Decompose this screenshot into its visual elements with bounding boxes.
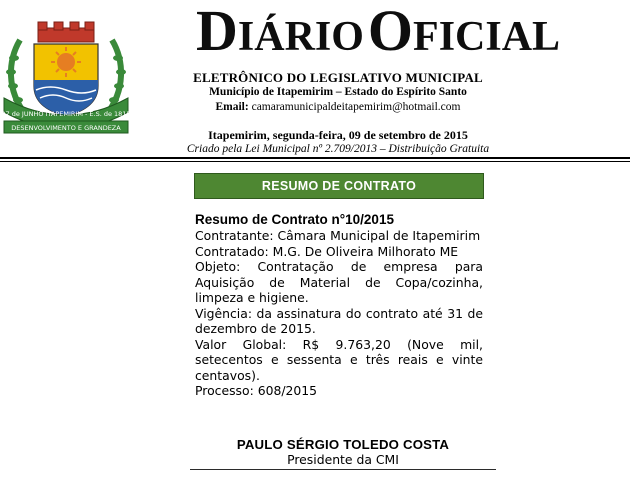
- newspaper-title: [196, 0, 561, 63]
- contract-valor: Valor Global: R$ 9.763,20 (Nove mil, setecentos e sessenta e três reais e vinte centavos).: [195, 336, 483, 383]
- issue-date: Itapemirim, segunda-feira, 09 de setembro de 2015: [208, 128, 468, 142]
- contract-processo: Processo: 608/2015: [195, 383, 318, 398]
- municipality-line: Município de Itapemirim – Estado do Espírito Santo: [209, 86, 467, 98]
- contract-objeto: Objeto: Contratação de empresa para Aquisição de Material de Copa/cozinha, limpeza e higiene.: [195, 259, 483, 305]
- creation-law-line: Criado pela Lei Municipal nº 2.709/2013 – Distribuição Gratuita: [186, 143, 490, 155]
- signatory-name: PAULO SÉRGIO TOLEDO COSTA: [236, 437, 450, 452]
- mural-crown: [38, 22, 94, 42]
- motto-text: DESENVOLVIMENTO E GRANDEZA: [11, 124, 121, 132]
- signatory-role: Presidente da CMI: [287, 452, 399, 467]
- contract-contratante: Contratante: Câmara Municipal de Itapemirim: [195, 228, 481, 243]
- title-word-diario: IÁRIO: [237, 14, 364, 60]
- title-initial-d: D: [196, 0, 238, 63]
- title-word-oficial: FICIAL: [413, 14, 561, 60]
- email-line: [140, 101, 536, 113]
- email-label: Email:: [215, 101, 249, 113]
- header-rule-thick: [0, 157, 630, 159]
- contract-summary: [195, 212, 483, 399]
- contract-contratado: Contratado: M.G. De Oliveira Milhorato ME: [195, 243, 459, 259]
- email-address: camaramunicipaldeitapemirim@hotmail.com: [251, 101, 461, 113]
- section-banner: RESUMO DE CONTRATO: [194, 173, 484, 199]
- municipal-coat-of-arms: [0, 20, 132, 138]
- ribbon-text: 27 de JUNHO ITAPEMIRIM - E.S. de 1815: [1, 110, 131, 118]
- contract-vigencia: Vigência: da assinatura do contrato até 31 de dezembro de 2015.: [195, 305, 483, 336]
- signature-block: [190, 437, 496, 470]
- title-initial-o: O: [367, 0, 414, 63]
- contract-heading: Resumo de Contrato n°10/2015: [195, 212, 394, 227]
- header-rule-thin: [0, 161, 630, 162]
- subtitle: ELETRÔNICO DO LEGISLATIVO MUNICIPAL: [193, 70, 483, 85]
- signature-rule: [190, 469, 496, 470]
